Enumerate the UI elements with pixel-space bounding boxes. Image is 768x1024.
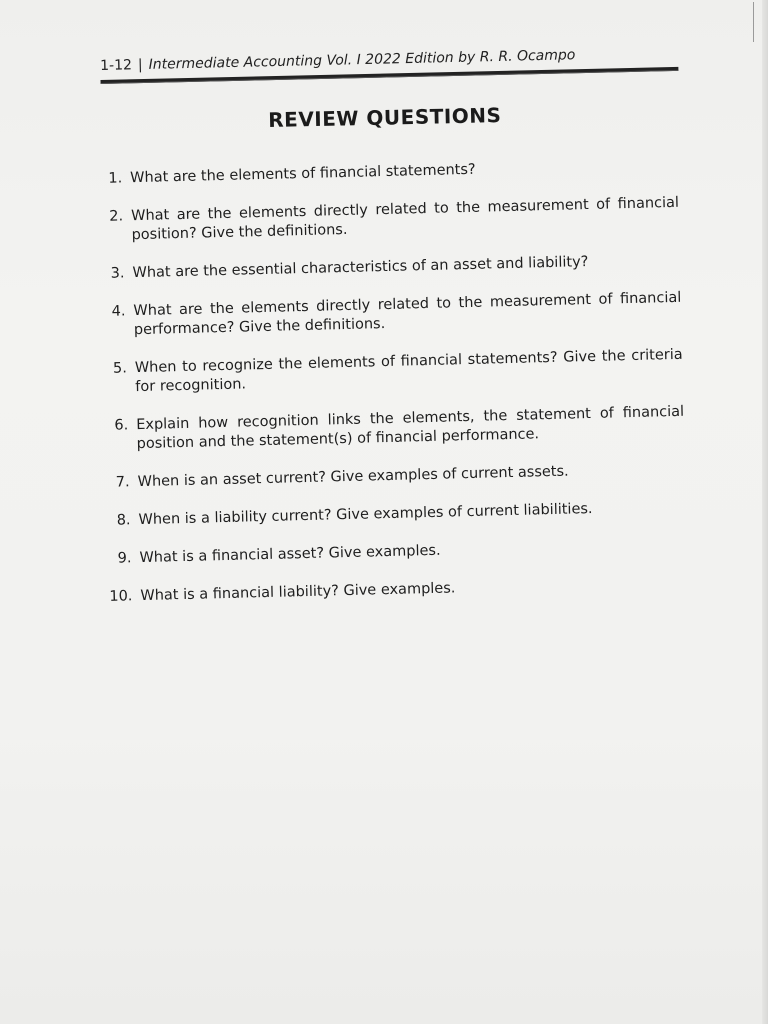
book-title: Intermediate Accounting Vol. I 2022 Edition by R. R. Ocampo: [148, 47, 576, 73]
question-list: [98, 156, 689, 626]
question-item: [107, 536, 687, 569]
question-text: What are the elements directly related to the measurement of financial performance? Give the definitions.: [133, 289, 682, 339]
question-item: [108, 574, 688, 607]
question-item: [98, 156, 678, 189]
question-item: [99, 194, 680, 246]
question-text: What are the essential characteristics of an asset and liability?: [132, 254, 589, 282]
corner-mark: [753, 2, 764, 42]
question-number: 7.: [115, 474, 130, 491]
question-item: [104, 403, 685, 455]
question-text: When to recognize the elements of financial statements? Give the criteria for recognition.: [134, 346, 683, 396]
question-number: 1.: [108, 170, 123, 187]
question-text: What are the elements of financial statements?: [130, 161, 476, 187]
question-number: 6.: [114, 417, 129, 434]
page-edge: [762, 0, 768, 1024]
page-number: 1-12: [100, 57, 133, 74]
question-text: When is a liability current? Give examples of current liabilities.: [138, 501, 593, 529]
question-item: [105, 460, 685, 493]
question-item: [103, 346, 684, 398]
running-header: [100, 45, 680, 84]
question-text: What are the elements directly related to the measurement of financial position? Give the definitions.: [130, 194, 680, 244]
question-text: Explain how recognition links the elements, the statement of financial position and the statement(s) of financial performance.: [136, 403, 685, 453]
question-item: [101, 289, 682, 341]
question-text: When is an asset current? Give examples of current assets.: [137, 463, 569, 491]
question-number: 4.: [111, 303, 126, 320]
section-title: REVIEW QUESTIONS: [268, 103, 502, 132]
question-item: [100, 251, 680, 284]
question-text: What is a financial asset? Give examples.: [139, 542, 441, 567]
question-number: 9.: [117, 550, 132, 567]
question-number: 2.: [109, 208, 124, 225]
question-number: 8.: [116, 512, 131, 529]
question-item: [106, 498, 686, 531]
question-number: 5.: [112, 360, 128, 377]
header-separator: |: [137, 57, 143, 74]
question-number: 3.: [110, 265, 125, 282]
question-number: 10.: [109, 588, 133, 605]
question-text: What is a financial liability? Give examples.: [140, 580, 456, 605]
